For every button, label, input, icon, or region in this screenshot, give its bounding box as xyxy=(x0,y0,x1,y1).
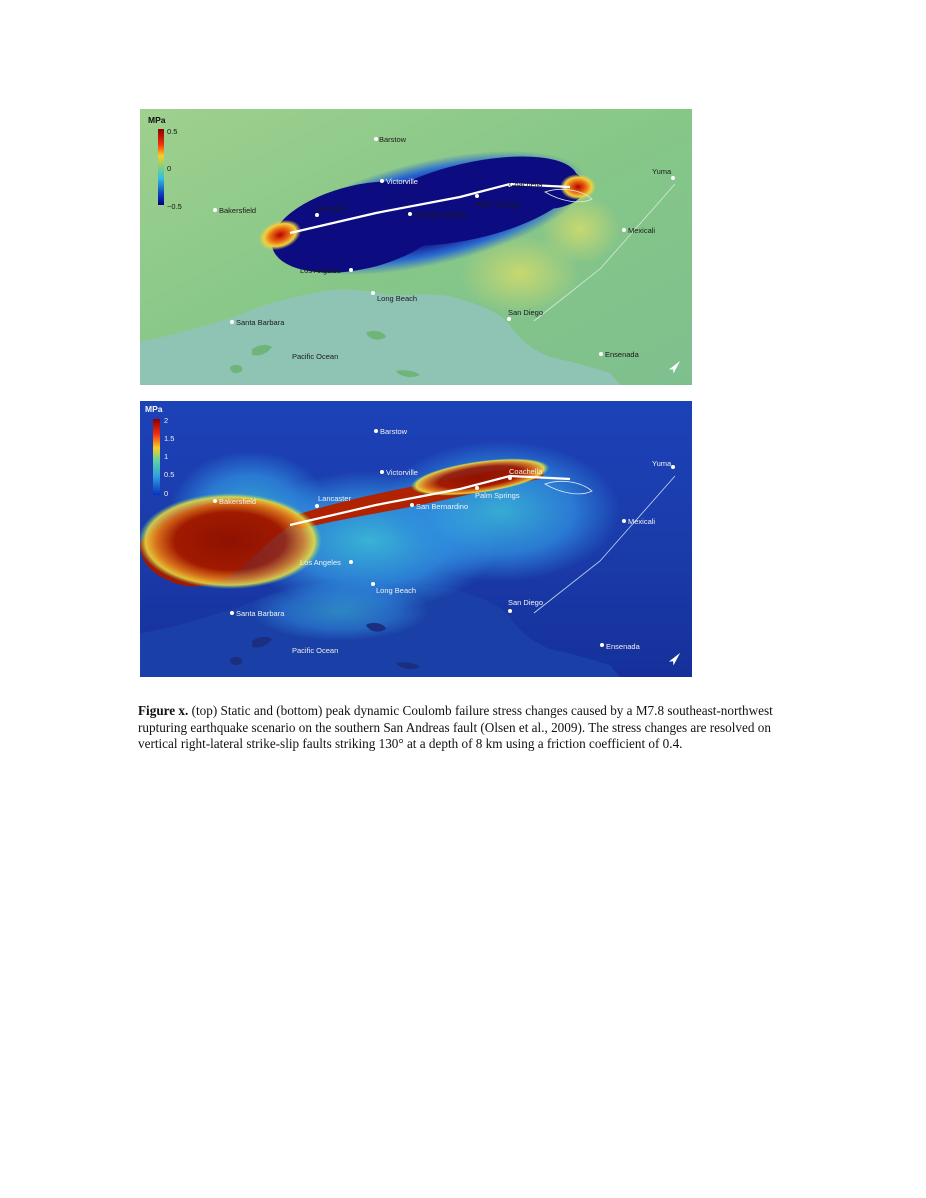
city-label: Ensenada xyxy=(605,350,639,359)
static-stress-map xyxy=(140,109,692,385)
city-label: Bakersfield xyxy=(219,497,257,506)
caption-text: (top) Static and (bottom) peak dynamic Coulomb failure stress changes caused by a M7.8 southeast-northwest rupturing earthquake scenario on the southern San Andreas fault (Olsen et al., 2009). The stress changes are resolved on vertical right-lateral strike-slip faults striking 130° at a depth of 8 km using a friction coefficient of 0.4. xyxy=(138,703,773,752)
city-label: Los Angeles xyxy=(300,558,341,567)
city-label: Long Beach xyxy=(376,586,417,595)
city-label: San Diego xyxy=(508,308,544,317)
colorbar-tick: 1.5 xyxy=(164,434,175,443)
colorbar-tick: 0.5 xyxy=(167,127,178,136)
figure-label: Figure x. xyxy=(138,703,189,719)
city-label: Los Angeles xyxy=(300,266,341,275)
colorbar-unit: MPa xyxy=(145,404,163,414)
city-label: Coachella xyxy=(509,467,543,476)
colorbar-tick: 0.5 xyxy=(164,470,175,479)
ocean-label: Pacific Ocean xyxy=(292,352,339,361)
city-label: Yuma xyxy=(652,459,672,468)
city-label: Victorville xyxy=(386,468,418,477)
city-label: Victorville xyxy=(386,177,418,186)
colorbar-tick: 2 xyxy=(164,416,169,425)
city-label: Palm Springs xyxy=(475,200,520,209)
ocean-label: Pacific Ocean xyxy=(292,646,339,655)
city-label: San Diego xyxy=(508,598,544,607)
colorbar-tick: 1 xyxy=(164,452,169,461)
city-label: San Bernardino xyxy=(414,210,467,219)
figure-caption xyxy=(138,703,778,753)
colorbar-tick: −0.5 xyxy=(167,202,182,211)
city-label: Yuma xyxy=(652,167,672,176)
city-label: Coachella xyxy=(509,180,543,189)
city-label: Long Beach xyxy=(377,294,418,303)
city-label: Bakersfield xyxy=(219,206,257,215)
colorbar-unit: MPa xyxy=(148,115,166,125)
city-label: Mexicali xyxy=(628,226,656,235)
city-label: Barstow xyxy=(379,135,407,144)
city-label: Palm Springs xyxy=(475,491,520,500)
city-label: Barstow xyxy=(380,427,408,436)
city-label: Mexicali xyxy=(628,517,656,526)
city-label: Lancaster xyxy=(314,204,347,213)
city-label: San Bernardino xyxy=(416,502,469,511)
city-label: Ensenada xyxy=(606,642,640,651)
city-label: Lancaster xyxy=(318,494,351,503)
city-label: Santa Barbara xyxy=(236,609,285,618)
dynamic-stress-map xyxy=(140,401,692,677)
colorbar xyxy=(158,129,164,205)
colorbar-tick: 0 xyxy=(164,489,169,498)
colorbar xyxy=(153,419,160,495)
colorbar-tick: 0 xyxy=(167,164,172,173)
city-label: Santa Barbara xyxy=(236,318,285,327)
